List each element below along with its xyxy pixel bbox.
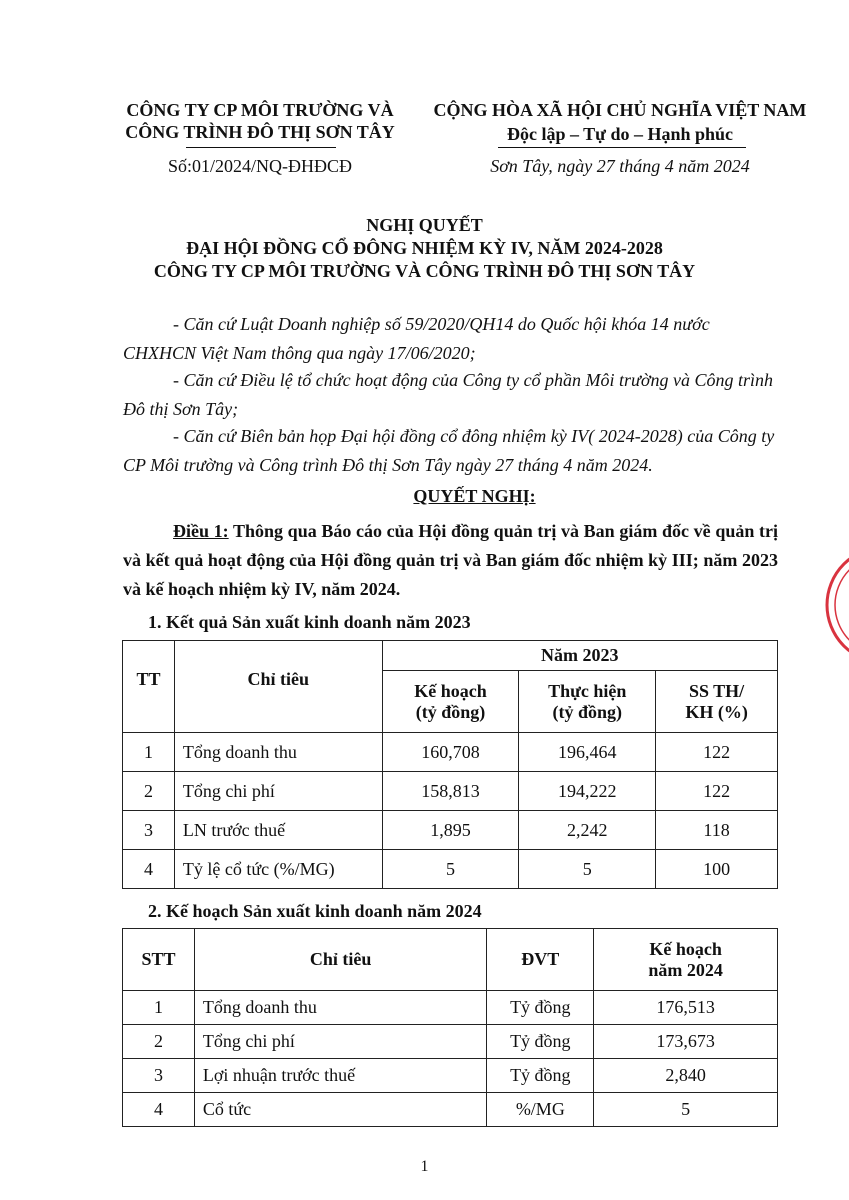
article-1-text: Thông qua Báo cáo của Hội đồng quản trị và Ban giám đốc về quản trị và kết quả hoạt động của Hội đồng quản trị và Ban giám đốc nhiệm kỳ III; năm 2023 và kế hoạch nhiệm kỳ IV, năm 2024.: [123, 521, 778, 599]
col-tt: TT: [123, 641, 175, 733]
company-underline: [186, 147, 336, 148]
col-stt: STT: [123, 929, 195, 991]
col-ratio: SS TH/ KH (%): [656, 671, 778, 733]
col-actual: Thực hiện (tỷ đồng): [519, 671, 656, 733]
red-stamp-icon: [815, 540, 849, 670]
section-2-heading: 2. Kế hoạch Sản xuất kinh doanh năm 2024: [148, 901, 482, 921]
table-row: 3 LN trước thuế 1,895 2,242 118: [123, 811, 778, 850]
preamble-2: - Căn cứ Điều lệ tổ chức hoạt động của Công ty cổ phần Môi trường và Công trình Đô thị Sơn Tây;: [123, 370, 773, 419]
motto-underline: [498, 147, 746, 148]
document-subtitle-2: CÔNG TY CP MÔI TRƯỜNG VÀ CÔNG TRÌNH ĐÔ THỊ SƠN TÂY: [153, 261, 696, 281]
col-indicator: Chỉ tiêu: [174, 641, 382, 733]
company-name-line2: CÔNG TRÌNH ĐÔ THỊ SƠN TÂY: [125, 122, 395, 142]
col-indicator-2: Chỉ tiêu: [194, 929, 486, 991]
table-row: 2 Tổng chi phí 158,813 194,222 122: [123, 772, 778, 811]
section-1-heading: 1. Kết quả Sản xuất kinh doanh năm 2023: [148, 612, 471, 632]
document-title: NGHỊ QUYẾT: [366, 215, 483, 235]
page-number: 1: [420, 1158, 429, 1175]
table-row: 2 Tổng chi phí Tỷ đồng 173,673: [123, 1025, 778, 1059]
document-number: Số:01/2024/NQ-ĐHĐCĐ: [167, 156, 352, 176]
article-1: [123, 517, 778, 604]
col-plan: Kế hoạch (tỷ đồng): [382, 671, 519, 733]
preamble-3: - Căn cứ Biên bản họp Đại hội đồng cổ đông nhiệm kỳ IV( 2024-2028) của Công ty CP Môi trường và Công trình Đô thị Sơn Tây ngày 27 tháng 4 năm 2024.: [123, 426, 775, 475]
results-2023-table: [122, 640, 778, 889]
table-row: 3 Lợi nhuận trước thuế Tỷ đồng 2,840: [123, 1059, 778, 1093]
decision-heading: QUYẾT NGHỊ:: [413, 486, 536, 506]
table-row: 4 Tỷ lệ cổ tức (%/MG) 5 5 100: [123, 850, 778, 889]
article-1-label: Điều 1:: [173, 521, 229, 541]
document-subtitle-1: ĐẠI HỘI ĐỒNG CỔ ĐÔNG NHIỆM KỲ IV, NĂM 2024-2028: [186, 238, 663, 258]
preamble-1: - Căn cứ Luật Doanh nghiệp số 59/2020/QH14 do Quốc hội khóa 14 nước CHXHCN Việt Nam thông qua ngày 17/06/2020;: [123, 314, 710, 363]
plan-2024-table: [122, 928, 778, 1127]
company-name-line1: CÔNG TY CP MÔI TRƯỜNG VÀ: [126, 100, 394, 120]
table-row: 1 Tổng doanh thu 160,708 196,464 122: [123, 733, 778, 772]
table-row: 4 Cổ tức %/MG 5: [123, 1093, 778, 1127]
table-row: 1 Tổng doanh thu Tỷ đồng 176,513: [123, 991, 778, 1025]
col-unit: ĐVT: [487, 929, 594, 991]
col-year-2023: Năm 2023: [382, 641, 777, 671]
national-motto: Độc lập – Tự do – Hạnh phúc: [506, 124, 734, 144]
col-plan-2024: Kế hoạch năm 2024: [594, 929, 778, 991]
place-and-date: Sơn Tây, ngày 27 tháng 4 năm 2024: [490, 156, 750, 176]
country-name: CỘNG HÒA XÃ HỘI CHỦ NGHĨA VIỆT NAM: [433, 100, 807, 120]
